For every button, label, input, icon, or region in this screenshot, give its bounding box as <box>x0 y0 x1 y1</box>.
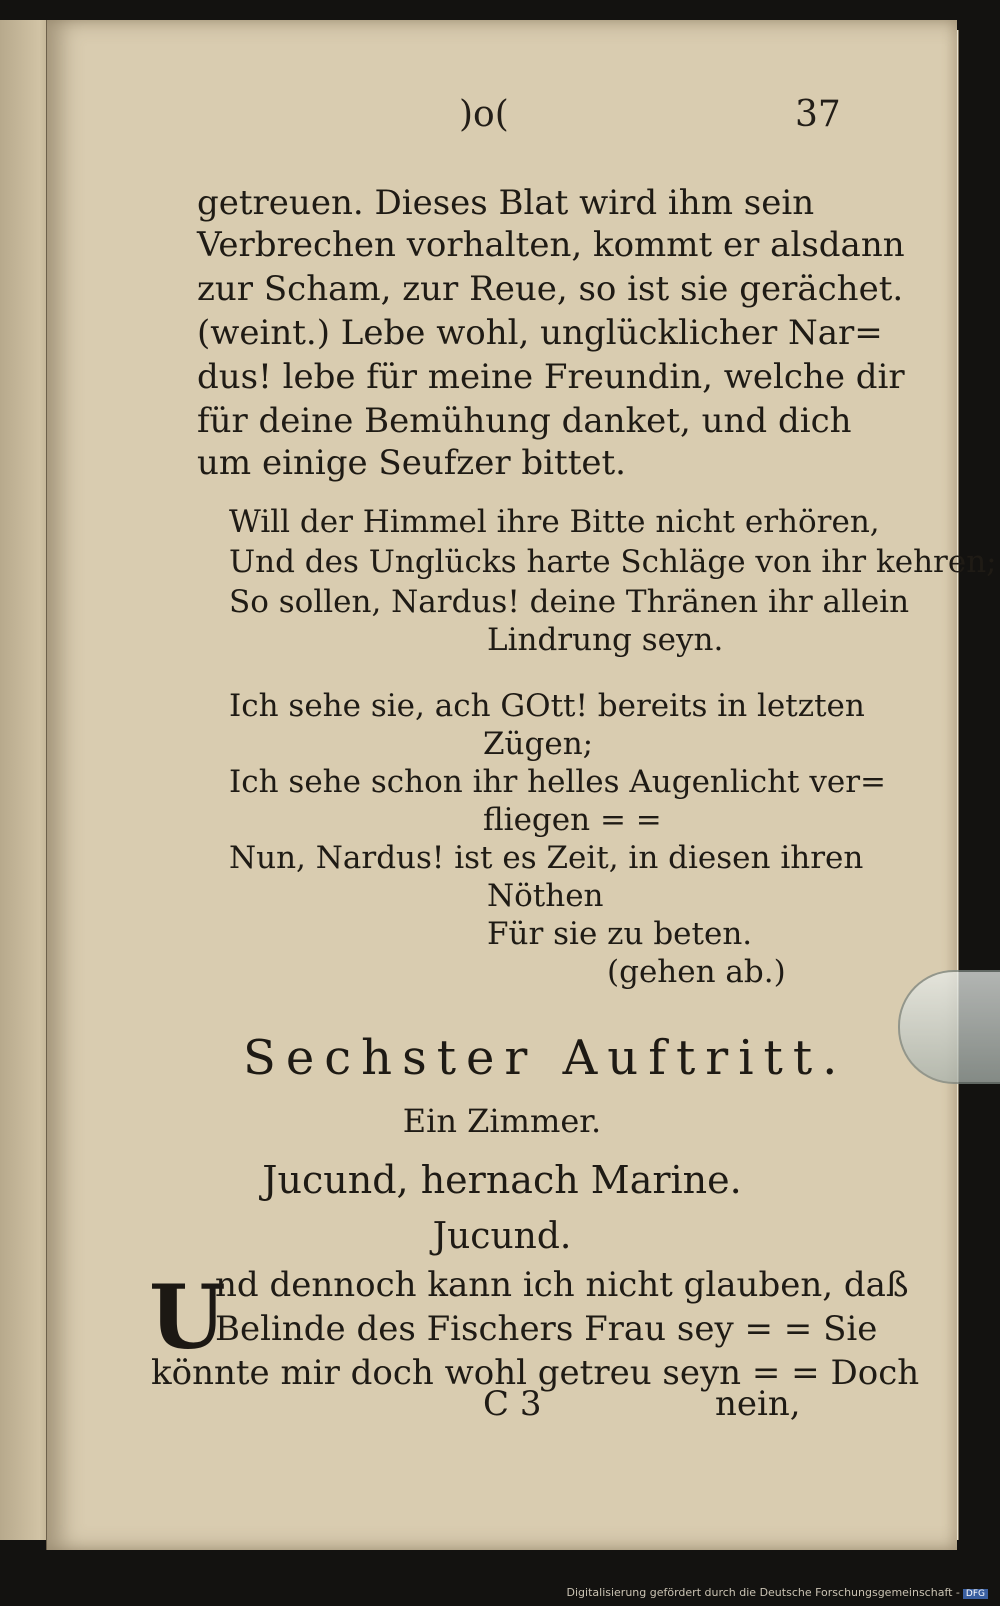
book-page <box>46 20 997 1550</box>
dfg-logo: DFG <box>963 1589 988 1599</box>
footer-credit-text: Digitalisierung gefördert durch die Deutsche Forschungsgemeinschaft - <box>566 1586 960 1599</box>
footer-credit <box>567 1586 988 1599</box>
prose-line: dus! lebe für meine Freundin, welche dir <box>197 357 905 397</box>
header-ornament: )o( <box>459 94 509 135</box>
signature-mark: C 3 <box>483 1384 542 1424</box>
prose-line: Verbrechen vorhalten, kommt er alsdann <box>197 225 905 265</box>
verse-line: Nöthen <box>487 878 604 914</box>
page-clip <box>898 970 1000 1084</box>
body-line: Belinde des Fischers Frau sey = = Sie <box>215 1309 878 1349</box>
prose-line: getreuen. Dieses Blat wird ihm sein <box>197 183 815 223</box>
prose-line: (weint.) Lebe wohl, unglücklicher Nar= <box>197 313 883 353</box>
speaker-name: Jucund. <box>432 1216 572 1257</box>
scene-setting: Ein Zimmer. <box>402 1102 602 1140</box>
prose-line: um einige Seufzer bittet. <box>197 443 626 483</box>
verse-line: Ich sehe schon ihr helles Augenlicht ver= <box>229 764 886 800</box>
verse-line: Ich sehe sie, ach GOtt! bereits in letzten <box>229 688 865 724</box>
prose-line: für deine Bemühung danket, und dich <box>197 401 852 441</box>
verse-line: Zügen; <box>483 726 594 762</box>
stage-direction: (gehen ab.) <box>607 954 786 990</box>
scene-heading: Sechster Auftritt. <box>243 1030 848 1086</box>
body-line: könnte mir doch wohl getreu seyn = = Doch <box>151 1353 920 1393</box>
prose-line: zur Scham, zur Reue, so ist sie gerächet. <box>197 269 904 309</box>
verse-line: So sollen, Nardus! deine Thränen ihr allein <box>229 584 910 620</box>
verse-line: Lindrung seyn. <box>487 622 724 658</box>
scene-characters: Jucund, hernach Marine. <box>262 1158 742 1202</box>
catchword: nein, <box>715 1384 801 1424</box>
verse-line: Will der Himmel ihre Bitte nicht erhören, <box>229 504 880 540</box>
verse-line: Für sie zu beten. <box>487 916 753 952</box>
body-line: nd dennoch kann ich nicht glauben, daß <box>215 1265 909 1305</box>
drop-capital: U <box>149 1265 226 1369</box>
verse-line: Nun, Nardus! ist es Zeit, in diesen ihren <box>229 840 864 876</box>
verse-line: fliegen = = <box>483 802 662 838</box>
verse-line: Und des Unglücks harte Schläge von ihr kehren; <box>229 544 997 580</box>
page-number: 37 <box>795 94 841 135</box>
